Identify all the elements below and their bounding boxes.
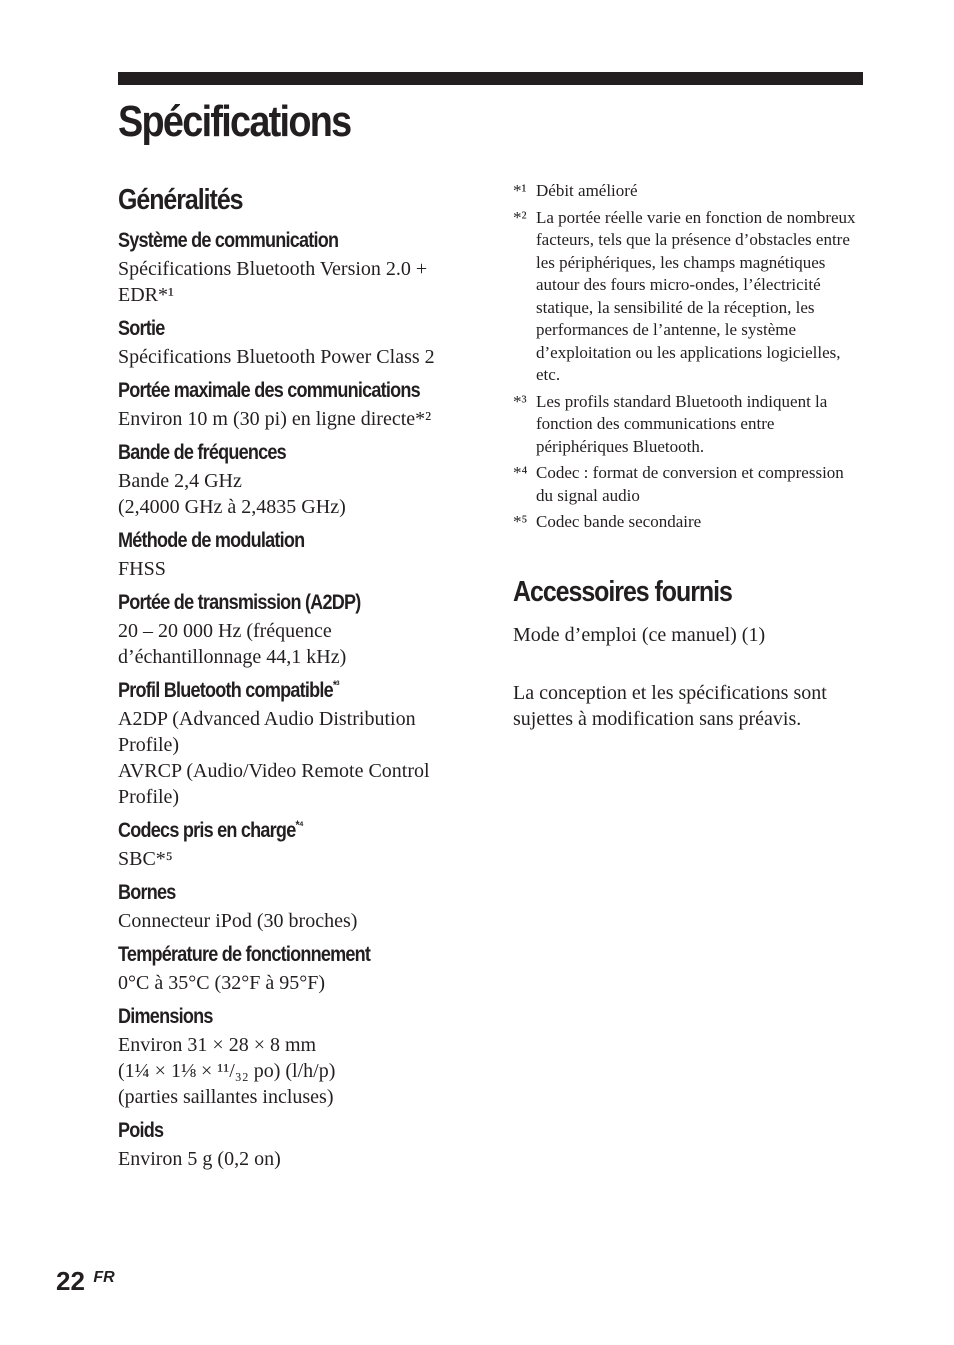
spec-value-line: FHSS <box>118 558 166 580</box>
spec-label <box>118 1002 428 1032</box>
footnote-marker: *³ <box>332 678 339 692</box>
spec-value <box>118 846 478 872</box>
spec-value-line: (1¼ × 1⅛ × ¹¹/₃₂ po) (l/h/p) <box>118 1060 336 1082</box>
spec-label <box>118 1116 428 1146</box>
footnote-item <box>513 511 865 534</box>
footnote-mark: *¹ <box>513 181 527 200</box>
spec-item <box>118 314 478 370</box>
spec-value-line: (parties saillantes incluses) <box>118 1086 334 1108</box>
spec-item <box>118 588 478 670</box>
spec-value-line: 20 – 20 000 Hz (fréquence d’échantillonnage 44,1 kHz) <box>118 620 347 668</box>
spec-value <box>118 406 478 432</box>
spec-value <box>118 556 478 582</box>
footnote-item <box>513 180 865 203</box>
page-number: 22 <box>56 1266 85 1296</box>
spec-label-text: Bornes <box>118 881 176 904</box>
spec-value <box>118 908 478 934</box>
spec-list <box>118 226 478 1172</box>
footnote-item <box>513 462 865 507</box>
spec-label-text: Température de fonctionnement <box>118 943 371 966</box>
spec-label <box>118 816 428 846</box>
spec-value-line: Environ 31 × 28 × 8 mm <box>118 1034 317 1056</box>
spec-value-line: Bande 2,4 GHz <box>118 470 242 492</box>
spec-item <box>118 878 478 934</box>
spec-value <box>118 344 478 370</box>
spec-label-text: Système de communication <box>118 229 339 252</box>
accessories-title: Accessoires fournis <box>513 575 732 608</box>
footnote-list <box>513 180 865 534</box>
spec-item <box>118 1002 478 1110</box>
footnote-marker: *⁴ <box>295 818 304 832</box>
spec-label-text: Dimensions <box>118 1005 213 1028</box>
spec-value <box>118 970 478 996</box>
spec-label-text: Codecs pris en charge <box>118 819 296 842</box>
spec-value <box>118 706 478 810</box>
spec-label <box>118 676 428 706</box>
spec-label-text: Sortie <box>118 317 165 340</box>
footnote-mark: *³ <box>513 391 527 411</box>
spec-label <box>118 878 428 908</box>
footnote-text: Codec bande secondaire <box>536 512 702 531</box>
spec-item <box>118 940 478 996</box>
spec-value-line: Spécifications Bluetooth Version 2.0 + EDR*¹ <box>118 258 428 306</box>
spec-value-line: AVRCP (Audio/Video Remote Control Profile) <box>118 760 430 808</box>
footnote-mark: *⁵ <box>513 512 528 531</box>
spec-label <box>118 314 428 344</box>
notes-column <box>513 180 865 732</box>
spec-value-line: (2,4000 GHz à 2,4835 GHz) <box>118 496 346 518</box>
spec-label <box>118 588 428 618</box>
footnote-item <box>513 207 865 387</box>
spec-value-line: Connecteur iPod (30 broches) <box>118 910 358 932</box>
spec-label <box>118 526 428 556</box>
spec-item <box>118 376 478 432</box>
spec-value <box>118 618 478 670</box>
page-title: Spécifications <box>118 97 351 146</box>
spec-label <box>118 940 428 970</box>
general-section <box>118 180 478 1172</box>
spec-label-text: Profil Bluetooth compatible <box>118 679 333 702</box>
spec-item <box>118 676 478 810</box>
footnote-text: Débit amélioré <box>536 181 638 200</box>
spec-item <box>118 526 478 582</box>
spec-value-line: 0°C à 35°C (32°F à 95°F) <box>118 972 325 994</box>
spec-label-text: Méthode de modulation <box>118 529 305 552</box>
spec-value <box>118 256 478 308</box>
footnote-text: Les profils standard Bluetooth indiquent la fonction des communications entre périphériques Bluetooth. <box>536 391 828 456</box>
general-title: Généralités <box>118 184 243 216</box>
title-rule <box>118 72 863 85</box>
spec-label-text: Portée de transmission (A2DP) <box>118 591 361 614</box>
spec-label-text: Portée maximale des communications <box>118 379 420 402</box>
footnote-mark: *⁴ <box>513 463 528 482</box>
accessories-item: Mode d’emploi (ce manuel) (1) <box>513 623 766 646</box>
spec-value-line: Environ 10 m (30 pi) en ligne directe*² <box>118 408 432 430</box>
spec-value <box>118 1146 478 1172</box>
spec-label <box>118 376 428 406</box>
spec-item <box>118 1116 478 1172</box>
spec-item <box>118 226 478 308</box>
footnote-mark: *² <box>513 207 527 227</box>
spec-item <box>118 816 478 872</box>
spec-label <box>118 226 428 256</box>
spec-value-line: Environ 5 g (0,2 on) <box>118 1148 281 1170</box>
spec-value-line: SBC*⁵ <box>118 848 173 870</box>
footnote-item <box>513 391 865 459</box>
spec-value <box>118 1032 478 1110</box>
spec-label-text: Poids <box>118 1119 164 1142</box>
spec-value-line: A2DP (Advanced Audio Distribution Profile) <box>118 708 416 756</box>
disclaimer: La conception et les spécifications sont sujettes à modification sans préavis. <box>513 681 827 730</box>
language-code: FR <box>93 1269 115 1286</box>
footnote-text: Codec : format de conversion et compression du signal audio <box>536 463 844 505</box>
page-footer <box>56 1266 115 1297</box>
spec-value <box>118 468 478 520</box>
spec-label <box>118 438 428 468</box>
spec-label-text: Bande de fréquences <box>118 441 286 464</box>
footnote-text: La portée réelle varie en fonction de nombreux facteurs, tels que la présence d’obstacles entre les périphériques, les champs magnétiques autour des fours micro-ondes, l’électricité statique, la sensibilité de la réception, les performances de l’antenne, le système d’exploitation ou les applications logicielles, etc. <box>536 207 856 384</box>
spec-value-line: Spécifications Bluetooth Power Class 2 <box>118 346 435 368</box>
spec-item <box>118 438 478 520</box>
